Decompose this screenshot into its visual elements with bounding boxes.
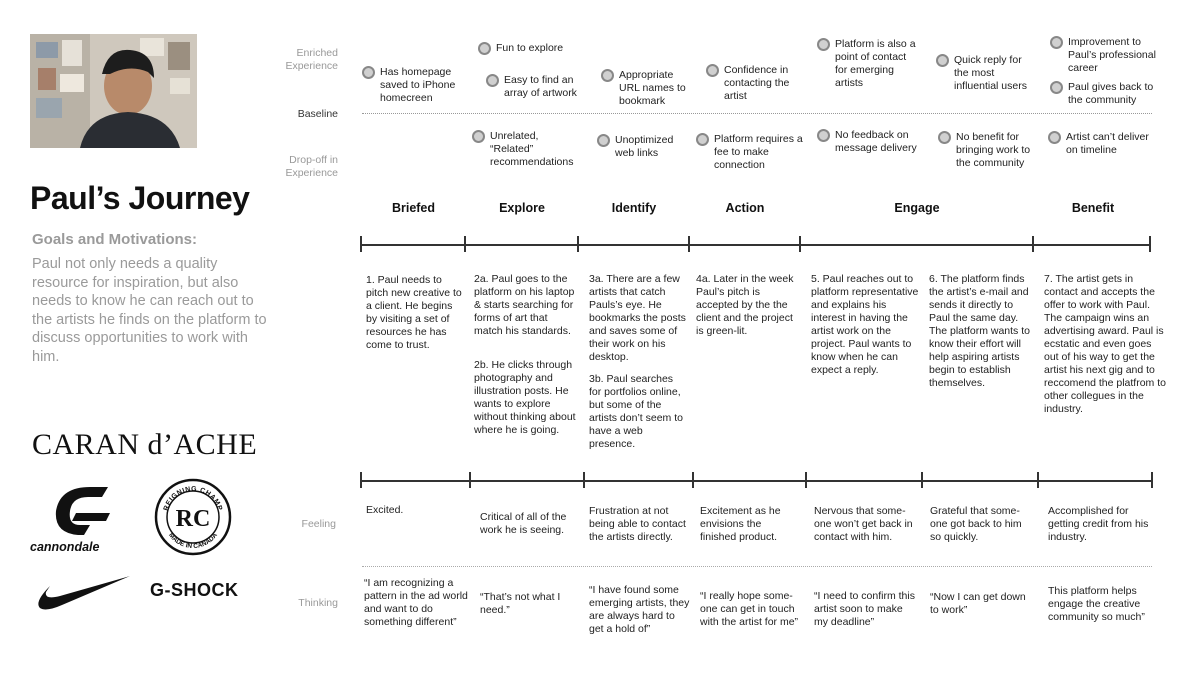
circle-marker-icon [696,133,709,146]
timeline-tick [1032,236,1034,252]
timeline-tick [360,236,362,252]
circle-marker-icon [938,131,951,144]
caran-dache-logo: CARAN d’ACHE [32,428,258,461]
goals-text: Paul not only needs a quality resource for inspiration, but also needs to know he can reach out to the artists he finds on the platform to discuss opportunities to work with him. [32,256,267,365]
cannondale-logo-icon [50,483,112,539]
feeling-item: Grateful that some-one got back to him so quickly. [930,505,1022,543]
enriched-item: Fun to explore [478,42,578,55]
stage-engage: Engage [894,201,940,215]
timeline-tick [692,472,694,488]
step-2b: 2b. He clicks through photography and illustration posts. He wants to explore without thinking about where he is going. [474,359,576,436]
cannondale-wordmark: cannondale [30,540,100,554]
baseline-line [362,113,1152,114]
thinking-item: “I have found some emerging artists, they are always hard to get a hold of” [589,584,690,635]
dropoff-item: Artist can’t deliver on timeline [1048,131,1160,157]
timeline-tick [921,472,923,488]
label-feeling: Feeling [301,518,336,530]
feeling-item: Excitement as he envisions the finished product. [700,505,781,543]
circle-marker-icon [817,129,830,142]
thinking-item: “I really hope some-one can get in touch with the artist for me” [700,590,799,628]
timeline-tick [469,472,471,488]
enriched-item: Confidence in contacting the artist [706,64,798,103]
seal-bottom-text: MADE IN CANADA [167,531,219,551]
timeline-tick [583,472,585,488]
timeline-tick [360,472,362,488]
bottom-timeline-axis [361,480,1153,482]
thinking-item: This platform helps engage the creative community so much” [1048,585,1145,623]
step-2a: 2a. Paul goes to the platform on his laptop & starts searching for forms of art that match his standards. [474,273,575,337]
step-3b: 3b. Paul searches for portfolios online, but some of the artists don’t seem to have a web presence. [589,373,683,450]
circle-marker-icon [1050,36,1063,49]
timeline-tick [464,236,466,252]
circle-marker-icon [486,74,499,87]
timeline-tick [577,236,579,252]
thinking-item: “Now I can get down to work” [930,591,1026,616]
circle-marker-icon [478,42,491,55]
enriched-item: Easy to find an array of artwork [486,74,582,100]
persona-photo [30,34,197,148]
circle-marker-icon [936,54,949,67]
step-7: 7. The artist gets in contact and accepts the offer to work with Paul. The campaign wins an advertising award. Paul is ecstatic and even goes out of his way to get the artist his next gig and to reccomend the platfrom to other collegues in the industry. [1044,273,1166,415]
feeling-item: Excited. [366,504,404,516]
dropoff-item: Unoptimized web links [597,134,687,160]
reigning-champ-seal-icon [154,478,232,556]
timeline-tick [688,236,690,252]
dropoff-item: No feedback on message delivery [817,129,917,155]
step-3a: 3a. There are a few artists that catch Pauls’s eye. He bookmarks the posts and saves some of their work on his desktop. [589,273,686,363]
feeling-item: Nervous that some-one won’t get back in contact with him. [814,505,913,543]
thinking-item: “That’s not what I need.” [480,591,561,616]
enriched-item: Platform is also a point of contact for emerging artists [817,38,917,90]
timeline-tick [799,236,801,252]
enriched-item: Quick reply for the most influential users [936,54,1032,93]
thinking-item: “I need to confirm this artist soon to make my deadline” [814,590,915,628]
circle-marker-icon [1048,131,1061,144]
circle-marker-icon [817,38,830,51]
label-baseline: Baseline [297,108,338,120]
thinking-item: “I am recognizing a pattern in the ad world and want to do something different” [364,577,468,628]
enriched-item: Improvement to Paul’s professional career [1050,36,1160,75]
circle-marker-icon [597,134,610,147]
seal-top-text: REIGNING CHAMP [162,485,224,512]
step-1: 1. Paul needs to pitch new creative to a client. He begins by visiting a set of resources he has come to trust. [366,274,462,351]
dropoff-item: No benefit for bringing work to the community [938,131,1033,170]
gshock-logo: G-SHOCK [150,580,239,600]
stage-identify: Identify [611,201,657,215]
circle-marker-icon [1050,81,1063,94]
feeling-thinking-divider [362,566,1152,567]
timeline-tick [805,472,807,488]
enriched-item: Appropriate URL names to bookmark [601,69,691,108]
goals-heading: Goals and Motivations: [32,231,198,248]
timeline-tick [1149,236,1151,252]
stage-action: Action [725,201,765,215]
nike-swoosh-icon [32,572,132,612]
seal-monogram: RC [175,506,211,532]
label-dropoff: Drop-off in Experience [285,154,338,179]
stage-explore: Explore [499,201,545,215]
persona-photo-illustration [30,34,197,148]
journey-title: Paul’s Journey [30,180,250,216]
circle-marker-icon [706,64,719,77]
circle-marker-icon [601,69,614,82]
feeling-item: Accomplished for getting credit from his industry. [1048,505,1149,543]
label-thinking: Thinking [298,597,338,609]
circle-marker-icon [362,66,375,79]
feeling-item: Frustration at not being able to contact the artists directly. [589,505,686,543]
stage-benefit: Benefit [1071,201,1115,215]
feeling-item: Critical of all of the work he is seeing. [480,511,567,536]
stage-briefed: Briefed [391,201,436,215]
timeline-tick [1037,472,1039,488]
dropoff-item: Unrelated, “Related” recommendations [472,130,582,169]
enriched-item: Has homepage saved to iPhone homecreen [362,66,467,105]
step-4a: 4a. Later in the week Paul’s pitch is accepted by the the client and the project is green-lit. [696,273,794,337]
circle-marker-icon [472,130,485,143]
step-6: 6. The platform finds the artist’s e-mail and sends it directly to Paul the same day. The platform wants to know their effort will help aspiring artists begin to establish themselves. [929,273,1030,389]
step-5: 5. Paul reaches out to platform representative and explains his interest in having the artist work on the project. Paul wants to know when he can expect a reply. [811,273,919,376]
timeline-tick [1151,472,1153,488]
dropoff-item: Platform requires a fee to make connection [696,133,804,172]
enriched-item: Paul gives back to the community [1050,81,1160,107]
label-enriched: Enriched Experience [285,47,338,72]
